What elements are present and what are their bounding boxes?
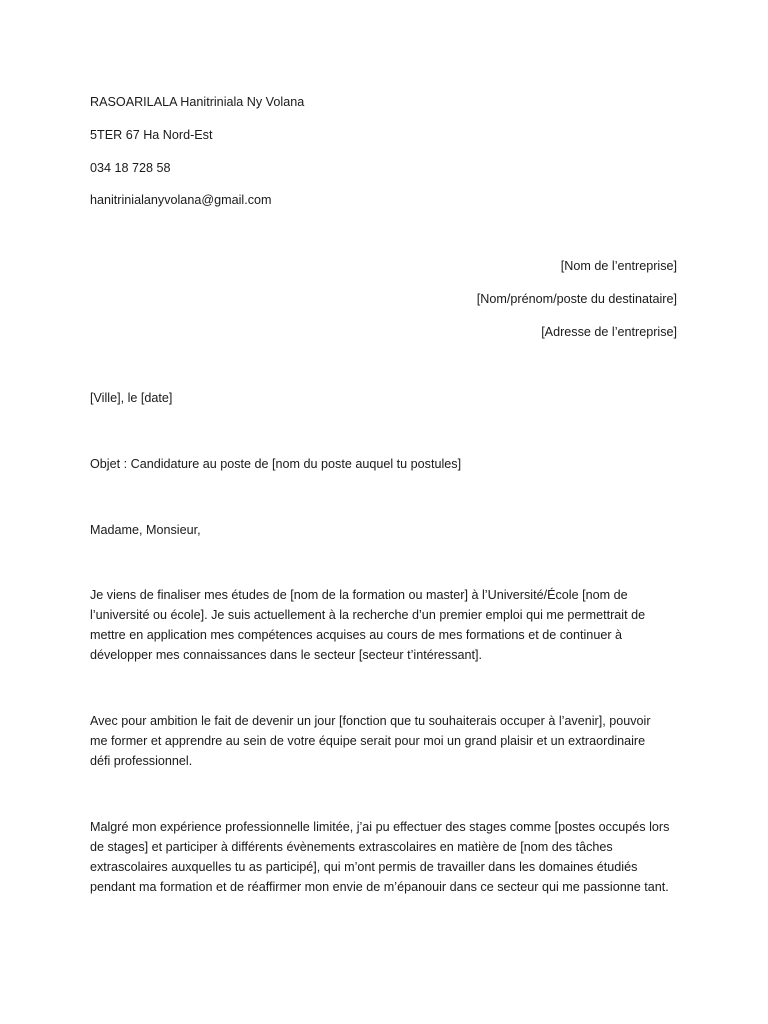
paragraph-line: Avec pour ambition le fait de devenir un jour [fonction que tu souhaiterais occuper à l’avenir], pouvoir [90,714,651,728]
paragraph-line: pendant ma formation et de réaffirmer mon envie de m’épanouir dans ce secteur qui me passionne tant. [90,880,669,894]
sender-name: RASOARILALA Hanitriniala Ny Volana [90,95,305,109]
body-paragraph-1 [90,585,690,665]
recipient-address: [Adresse de l’entreprise] [541,325,677,339]
body-paragraph-3 [90,817,690,897]
paragraph-line: développer mes connaissances dans le secteur [secteur t’intéressant]. [90,648,483,662]
sender-address: 5TER 67 Ha Nord-Est [90,128,213,142]
paragraph-line: de stages] et participer à différents évènements extrascolaires en matière de [nom des tâches [90,840,613,854]
sender-phone: 034 18 728 58 [90,161,171,175]
sender-email: hanitrinialanyvolana@gmail.com [90,193,272,207]
recipient-contact: [Nom/prénom/poste du destinataire] [476,292,677,306]
paragraph-line: me former et apprendre au sein de votre équipe serait pour moi un grand plaisir et un extraordinaire [90,734,646,748]
subject-line: Objet : Candidature au poste de [nom du poste auquel tu postules] [90,457,462,471]
paragraph-line: défi professionnel. [90,754,193,768]
salutation: Madame, Monsieur, [90,523,201,537]
paragraph-line: l’université ou école]. Je suis actuellement à la recherche d’un premier emploi qui me permettrait de [90,608,646,622]
paragraph-line: extrascolaires auxquelles tu as participé], qui m’ont permis de travailler dans les domaines étudiés [90,860,638,874]
paragraph-line: Malgré mon expérience professionnelle limitée, j’ai pu effectuer des stages comme [postes occupés lors [90,820,670,834]
paragraph-line: Je viens de finaliser mes études de [nom de la formation ou master] à l’Université/École [nom de [90,588,628,602]
body-paragraph-2 [90,711,690,771]
place-date: [Ville], le [date] [90,391,173,405]
paragraph-line: mettre en application mes compétences acquises au cours de mes formations et de continuer à [90,628,623,642]
recipient-company: [Nom de l’entreprise] [560,259,677,273]
